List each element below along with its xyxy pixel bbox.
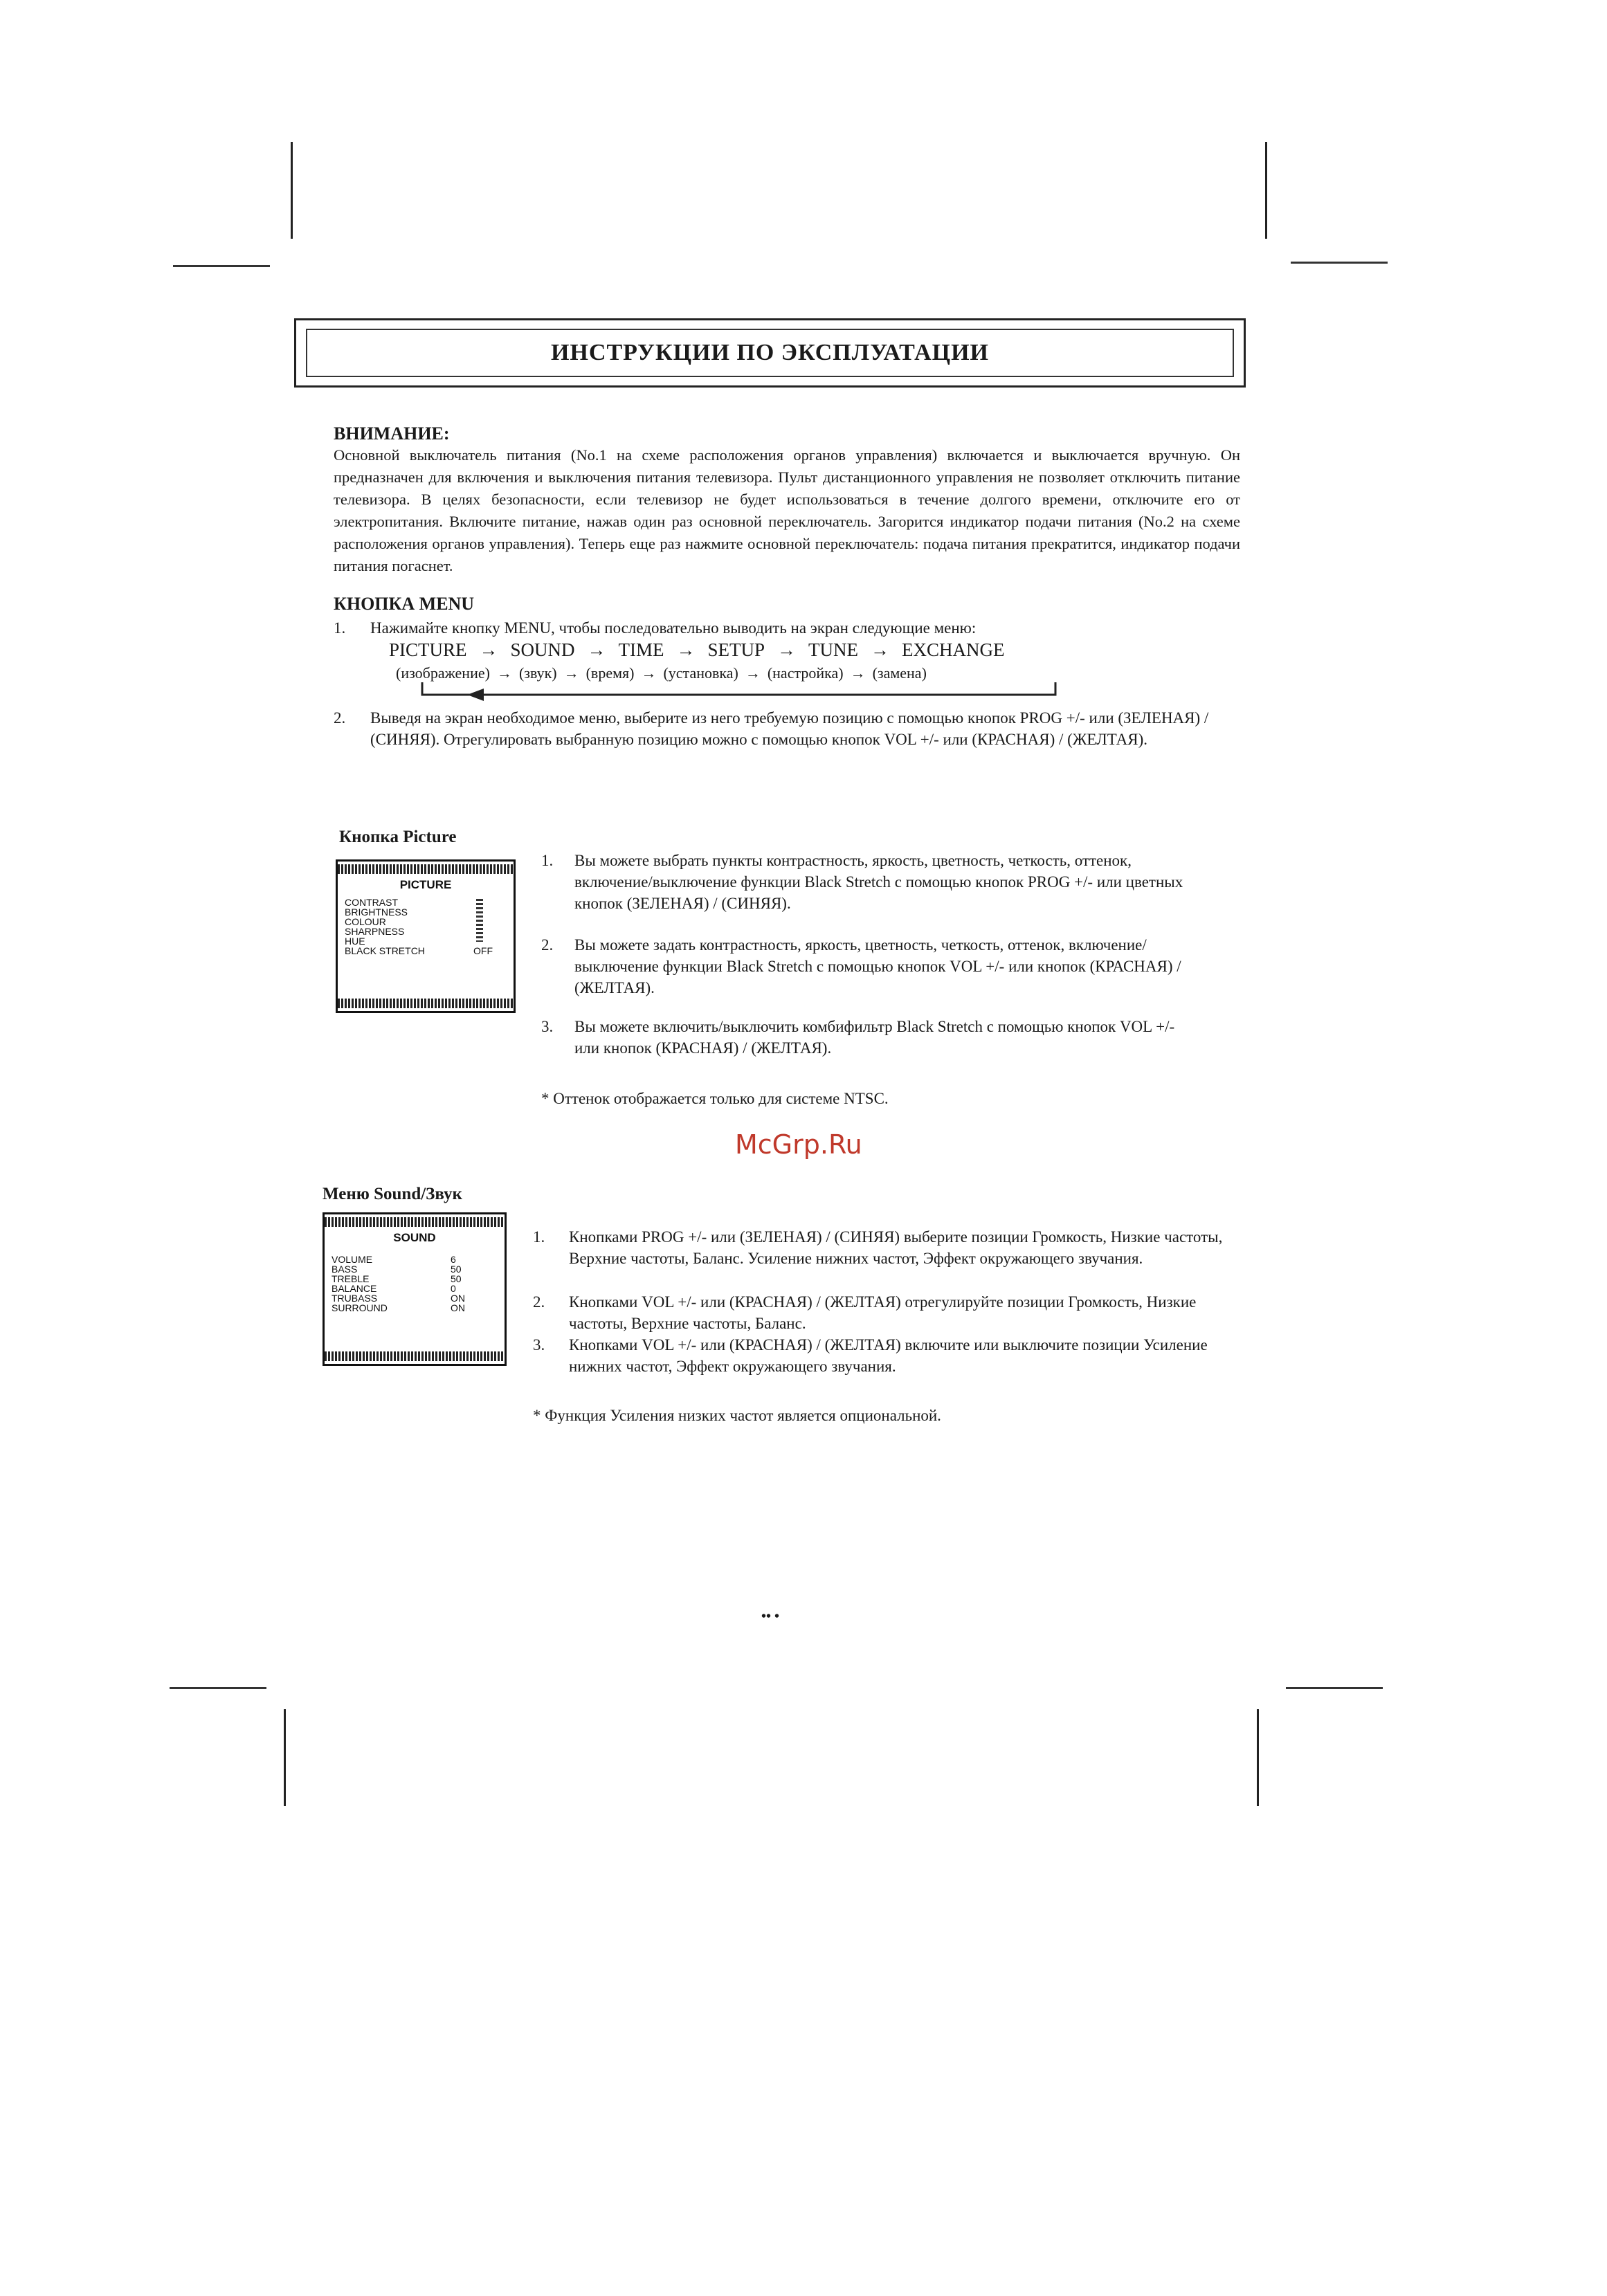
sound-row-volume: VOLUME — [332, 1254, 373, 1265]
picture-item-3-text: Вы можете включить/выключить комбифильтр Black Stretch с помощью кнопок VOL +/- или кнопок (КРАСНАЯ) / (ЖЕЛТАЯ). — [574, 1018, 1175, 1057]
menu-item-2-number: 2. — [334, 709, 346, 727]
arrow-icon: → — [641, 664, 657, 682]
arrow-icon: → — [479, 639, 498, 660]
menu-flow-ru — [396, 664, 927, 682]
menu-top-bar — [338, 864, 514, 874]
crop-mark — [291, 142, 293, 239]
value-column-marks — [476, 899, 483, 942]
picture-note: * Оттенок отображается только для системе NTSC. — [541, 1090, 889, 1107]
picture-item-1-number: 1. — [541, 852, 554, 869]
sound-menu-title: SOUND — [393, 1231, 436, 1244]
menu-bottom-bar — [325, 1351, 505, 1361]
arrow-icon: → — [563, 664, 579, 682]
sound-item-2-text: Кнопками VOL +/- или (КРАСНАЯ) / (ЖЕЛТАЯ) отрегулируйте позиции Громкость, Низкие частоты, Верхние частоты, Баланс. — [569, 1293, 1197, 1332]
sound-item-3-text: Кнопками VOL +/- или (КРАСНАЯ) / (ЖЕЛТАЯ) включите или выключите позиции Усиление нижних частот, Эффект окружающего звучания. — [569, 1336, 1208, 1375]
flow-ru-time: (время) — [585, 664, 635, 682]
sound-menu-screen — [323, 1212, 507, 1366]
flow-picture: PICTURE — [389, 639, 467, 660]
picture-menu-title: PICTURE — [399, 878, 452, 891]
arrow-icon: → — [587, 639, 606, 660]
sound-value-surround: ON — [451, 1302, 465, 1313]
picture-item-2-number: 2. — [541, 936, 554, 954]
page-title: ИНСТРУКЦИИ ПО ЭКСПЛУАТАЦИИ — [551, 340, 989, 365]
picture-row-brightness: BRIGHTNESS — [345, 906, 408, 918]
picture-value-black-stretch: OFF — [473, 945, 493, 956]
flow-ru-tune: (настройка) — [767, 664, 844, 682]
sound-row-trubass: TRUBASS — [332, 1293, 378, 1304]
arrow-icon: → — [777, 639, 797, 660]
flow-ru-sound: (звук) — [518, 664, 557, 682]
sound-note: * Функция Усиления низких частот является опциональной. — [533, 1407, 941, 1424]
crop-mark — [1257, 1709, 1259, 1806]
flow-ru-exchange: (замена) — [872, 664, 927, 682]
menu-item-1-number: 1. — [334, 619, 346, 637]
sound-item-2-number: 2. — [533, 1293, 545, 1311]
title-inner-frame — [306, 329, 1234, 377]
flow-exchange: EXCHANGE — [902, 639, 1005, 660]
arrow-icon: → — [871, 639, 890, 660]
page-number: •• • — [761, 1609, 780, 1624]
picture-heading: Кнопка Picture — [339, 828, 457, 846]
sound-value-treble: 50 — [451, 1273, 462, 1284]
sound-item-3-number: 3. — [533, 1336, 545, 1354]
flow-sound: SOUND — [510, 639, 575, 660]
crop-mark — [170, 1687, 266, 1689]
arrow-icon: → — [496, 664, 512, 682]
warning-text: Основной выключатель питания (No.1 на схеме расположения органов управления) включается и выключается вручную. Он предназначен для включения и выключения питания телевизора. Пульт дистанционного управления не позволяет отключить питание телевизора. В целях безопасности, если телевизор не будет использоваться в течение долгого времени, отключите его от электропитания. Включите питание, нажав один раз основной переключатель. Загорится индикатор подачи питания (No.2 на схеме расположения органов управления). Теперь еще раз нажмите основной переключатель: подача питания прекратится, индикатор подачи питания погаснет. — [334, 446, 1240, 574]
picture-menu-screen — [336, 859, 516, 1013]
picture-row-contrast: CONTRAST — [345, 897, 398, 908]
sound-heading: Меню Sound/Звук — [323, 1185, 462, 1203]
arrow-icon: → — [850, 664, 866, 682]
menu-bottom-bar — [338, 999, 514, 1008]
crop-mark — [1265, 142, 1267, 239]
menu-item-1-text: Нажимайте кнопку MENU, чтобы последовательно выводить на экран следующие меню: — [370, 619, 977, 637]
picture-item-1-text: Вы можете выбрать пункты контрастность, яркость, цветность, четкость, оттенок, включение/выключение функции Black Stretch с помощью кнопок PROG +/- или цветных кнопок (ЗЕЛЕНАЯ) / (СИНЯЯ). — [574, 852, 1183, 912]
menu-flow — [389, 639, 1005, 661]
flow-ru-setup: (установка) — [663, 664, 738, 682]
sound-row-balance: BALANCE — [332, 1283, 377, 1294]
flow-setup: SETUP — [707, 639, 765, 660]
crop-mark — [1286, 1687, 1383, 1689]
picture-row-colour: COLOUR — [345, 916, 386, 927]
picture-item-3-number: 3. — [541, 1018, 554, 1035]
title-frame — [294, 318, 1246, 388]
sound-row-surround: SURROUND — [332, 1302, 388, 1313]
sound-value-balance: 0 — [451, 1283, 456, 1294]
sound-value-bass: 50 — [451, 1264, 462, 1275]
picture-row-hue: HUE — [345, 936, 365, 947]
sound-row-bass: BASS — [332, 1264, 358, 1275]
menu-button-heading: КНОПКА MENU — [334, 594, 475, 614]
flow-tune: TUNE — [808, 639, 859, 660]
arrow-icon: → — [745, 664, 761, 682]
flow-ru-picture: (изображение) — [396, 664, 490, 682]
sound-value-trubass: ON — [451, 1293, 465, 1304]
crop-mark — [1291, 262, 1388, 264]
picture-row-black-stretch: BLACK STRETCH — [345, 945, 425, 956]
arrow-icon: → — [676, 639, 696, 660]
sound-value-volume: 6 — [451, 1254, 456, 1265]
sound-item-1-text: Кнопками PROG +/- или (ЗЕЛЕНАЯ) / (СИНЯЯ) выберите позиции Громкость, Низкие частоты, Верхние частоты, Баланс. Усиление нижних частот, Эффект окружающего звучания. — [569, 1228, 1223, 1267]
return-loop-arrow — [415, 681, 1066, 709]
flow-time: TIME — [618, 639, 664, 660]
crop-mark — [284, 1709, 286, 1806]
sound-item-1-number: 1. — [533, 1228, 545, 1246]
crop-mark — [173, 265, 270, 267]
menu-top-bar — [325, 1217, 505, 1227]
picture-row-sharpness: SHARPNESS — [345, 926, 405, 937]
menu-item-2-text: Выведя на экран необходимое меню, выберите из него требуемую позицию с помощью кнопок PROG +/- или (ЗЕЛЕНАЯ) / (СИНЯЯ). Отрегулировать выбранную позицию можно с помощью кнопок VOL +/- или (КРАСНАЯ) / (ЖЕЛТАЯ). — [370, 709, 1209, 748]
watermark: McGrp.Ru — [735, 1129, 862, 1160]
warning-heading: ВНИМАНИЕ: — [334, 423, 450, 444]
sound-row-treble: TREBLE — [332, 1273, 370, 1284]
picture-item-2-text: Вы можете задать контрастность, яркость, цветность, четкость, оттенок, включение/выключение функции Black Stretch с помощью кнопок VOL +/- или кнопок (КРАСНАЯ) / (ЖЕЛТАЯ). — [574, 936, 1181, 996]
